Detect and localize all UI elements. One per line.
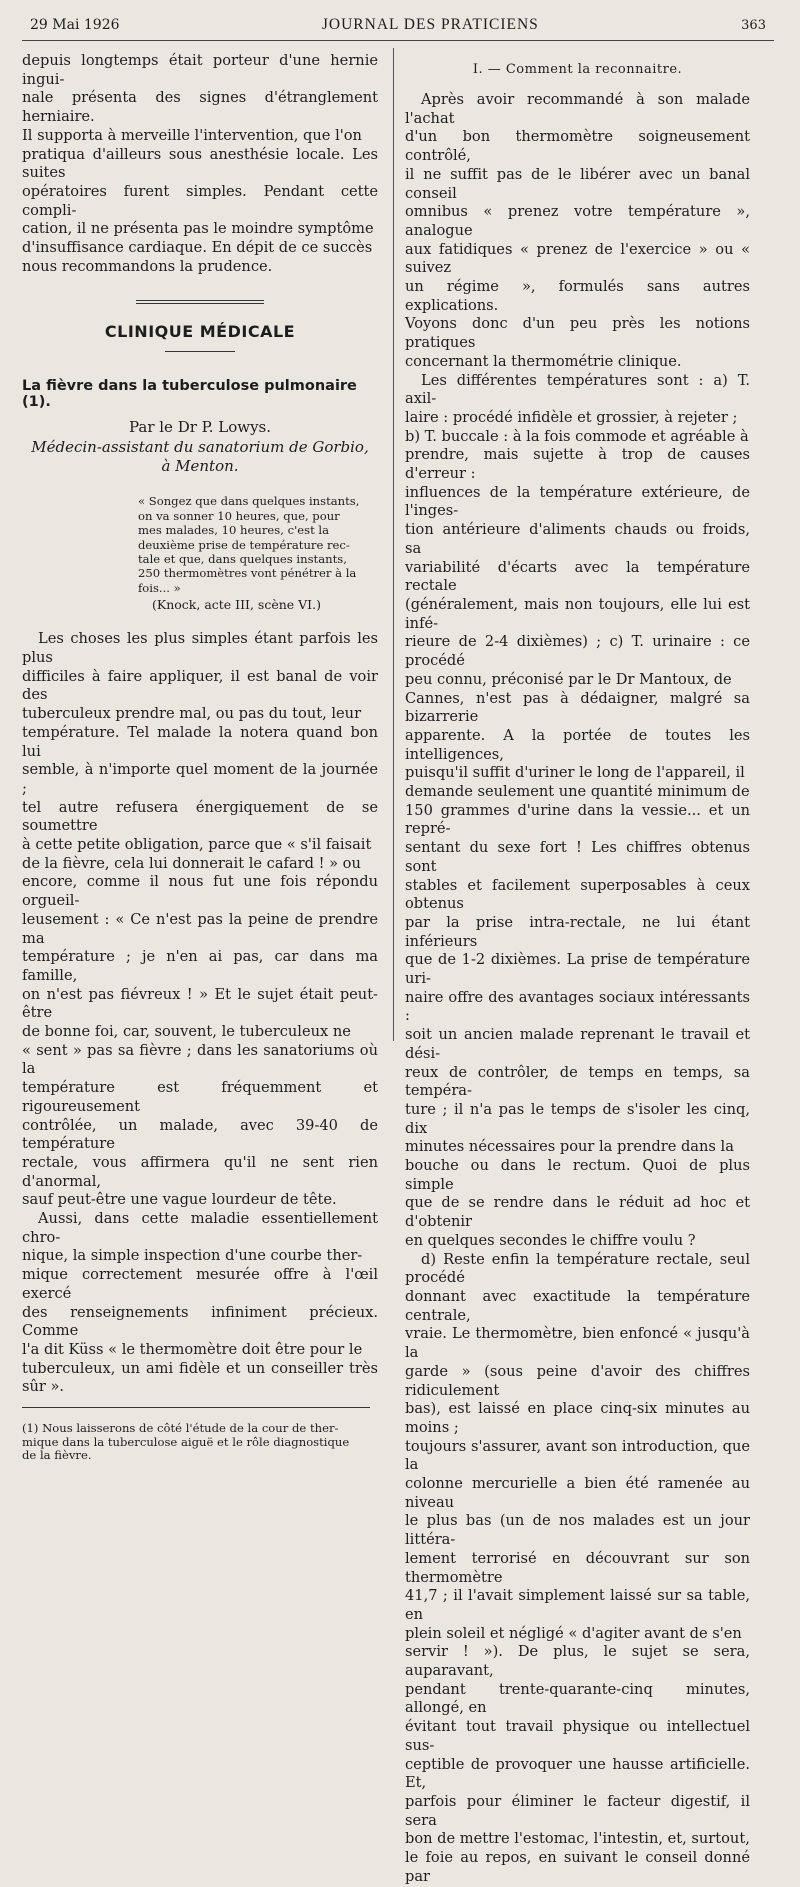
section-underline xyxy=(165,351,235,352)
text-line: des renseignements infiniment précieux. Comme xyxy=(22,1303,378,1340)
text-line: apparente. A la portée de toutes les intelligences, xyxy=(405,726,750,763)
text-line: température ; je n'en ai pas, car dans ma famille, xyxy=(22,948,378,984)
text-line: de la fièvre, cela lui donnerait le cafard ! » ou xyxy=(22,854,361,872)
text-line: mes malades, 10 heures, c'est la xyxy=(138,523,330,538)
text-line: (1) Nous laisserons de côté l'étude de la cour de ther- xyxy=(22,1421,339,1436)
text-line: ceptible de provoquer une hausse artificielle. Et, xyxy=(405,1755,750,1792)
text-line: concernant la thermométrie clinique. xyxy=(405,352,682,370)
text-line: nale présenta des signes d'étranglement herniaire. xyxy=(22,89,378,126)
text-line: parfois pour éliminer le facteur digestif, il sera xyxy=(405,1792,750,1829)
text-line: 250 thermomètres vont pénétrer à la xyxy=(138,566,357,581)
text-line: contrôlée, un malade, avec 39-40 de température xyxy=(22,1116,378,1153)
text-line: laire : procédé infidèle et grossier, à rejeter ; xyxy=(405,408,738,426)
text-line: rieure de 2-4 dixièmes) ; c) T. urinaire : ce procédé xyxy=(405,633,750,670)
intro-paragraph xyxy=(22,52,378,276)
right-column xyxy=(405,52,750,1887)
text-line: il ne suffit pas de le libérer avec un banal conseil xyxy=(405,165,750,202)
text-line: omnibus « prenez votre température », analogue xyxy=(405,203,750,239)
text-line: servir ! »). De plus, le sujet se sera, auparavant, xyxy=(405,1643,750,1680)
text-line: bas), est laissé en place cinq-six minutes au moins ; xyxy=(405,1400,750,1436)
text-line: d) Reste enfin la température rectale, seul procédé xyxy=(405,1250,750,1287)
text-line: opératoires furent simples. Pendant cette compli- xyxy=(22,182,378,219)
header-date: 29 Mai 1926 xyxy=(30,17,120,33)
text-line: tuberculeux, un ami fidèle et un conseiller très sûr ». xyxy=(22,1359,378,1396)
text-line: « Songez que dans quelques instants, xyxy=(138,494,360,509)
text-line: nous recommandons la prudence. xyxy=(22,257,273,275)
epigraph-quote xyxy=(138,494,378,595)
text-line: 41,7 ; il l'avait simplement laissé sur sa table, en xyxy=(405,1587,750,1623)
text-line: on va sonner 10 heures, que, pour xyxy=(138,508,340,523)
text-line: encore, comme il nous fut une fois répondu orgueil- xyxy=(22,873,378,910)
text-line: cation, il ne présenta pas le moindre symptôme xyxy=(22,220,374,238)
text-line: Il supporta à merveille l'intervention, que l'on xyxy=(22,126,362,144)
text-line: bon de mettre l'estomac, l'intestin, et, surtout, xyxy=(405,1830,750,1848)
text-line: le plus bas (un de nos malades est un jour littéra- xyxy=(405,1512,750,1549)
text-line: d'un bon thermomètre soigneusement contrôlé, xyxy=(405,128,750,165)
article-title: La fièvre dans la tuberculose pulmonaire (1). xyxy=(22,378,357,411)
text-line: plein soleil et négligé « d'agiter avant de s'en xyxy=(405,1624,742,1642)
text-line: température est fréquemment et rigoureusement xyxy=(22,1079,378,1115)
text-line: donnant avec exactitude la température centrale, xyxy=(405,1288,750,1324)
text-line: tale et que, dans quelques instants, xyxy=(138,552,347,567)
text-line: bouche ou dans le rectum. Quoi de plus simple xyxy=(405,1157,750,1193)
text-line: un régime », formulés sans autres explications. xyxy=(405,278,750,314)
section-double-rule xyxy=(136,300,264,304)
text-line: de bonne foi, car, souvent, le tuberculeux ne xyxy=(22,1023,351,1041)
text-line: soit un ancien malade reprenant le travail et dési- xyxy=(405,1026,750,1062)
text-line: semble, à n'importe quel moment de la journée ; xyxy=(22,761,378,797)
text-line: on n'est pas fiévreux ! » Et le sujet était peut-être xyxy=(22,985,378,1022)
affiliation-line: Médecin-assistant du sanatorium de Gorbio, xyxy=(31,438,369,457)
text-line: Voyons donc d'un peu près les notions pratiques xyxy=(405,315,750,352)
text-line: Les choses les plus simples étant parfois les plus xyxy=(22,630,378,666)
text-line: par la prise intra-rectale, ne lui étant inférieurs xyxy=(405,913,750,950)
text-line: Après avoir recommandé à son malade l'achat xyxy=(405,91,750,127)
body-paragraph xyxy=(405,91,750,372)
text-line: leusement : « Ce n'est pas la peine de prendre ma xyxy=(22,910,378,947)
body-paragraph xyxy=(405,372,750,1251)
text-line: pratiqua d'ailleurs sous anesthésie locale. Les suites xyxy=(22,145,378,182)
text-line: peu connu, préconisé par le Dr Mantoux, de xyxy=(405,670,732,688)
text-line: stables et facilement superposables à ceux obtenus xyxy=(405,876,750,913)
text-line: reux de contrôler, de temps en temps, sa tempéra- xyxy=(405,1063,750,1100)
text-line: influences de la température extérieure, de l'inges- xyxy=(405,483,750,520)
text-line: tion antérieure d'aliments chauds ou froids, sa xyxy=(405,521,750,557)
text-line: l'a dit Küss « le thermomètre doit être pour le xyxy=(22,1341,363,1358)
body-paragraph xyxy=(405,1251,750,1887)
text-line: variabilité d'écarts avec la température rectale xyxy=(405,558,750,595)
text-line: mique dans la tuberculose aiguë et le rôle diagnostique xyxy=(22,1434,350,1449)
text-line: demande seulement une quantité minimum de xyxy=(405,783,750,801)
page-number: 363 xyxy=(741,18,766,33)
text-line: lement terrorisé en découvrant sur son thermomètre xyxy=(405,1549,750,1586)
text-line: puisqu'il suffit d'uriner le long de l'appareil, il xyxy=(405,764,745,782)
text-line: à cette petite obligation, parce que « s'il faisait xyxy=(22,836,372,854)
journal-title: JOURNAL DES PRATICIENS xyxy=(321,16,539,33)
text-line: évitant tout travail physique ou intellectuel sus- xyxy=(405,1718,750,1754)
text-line: (généralement, mais non toujours, elle lui est infé- xyxy=(405,595,750,632)
text-line: que de 1-2 dixièmes. La prise de température uri- xyxy=(405,951,750,988)
running-header xyxy=(30,16,766,38)
column-divider xyxy=(393,48,394,1041)
text-line: deuxième prise de température rec- xyxy=(138,537,350,552)
section-heading: CLINIQUE MÉDICALE xyxy=(104,322,296,342)
text-line: le foie au repos, en suivant le conseil donné par xyxy=(405,1849,750,1885)
text-line: ture ; il n'a pas le temps de s'isoler les cinq, dix xyxy=(405,1100,750,1137)
subsection-heading: I. — Comment la reconnaitre. xyxy=(472,62,683,77)
text-line: colonne mercurielle a bien été ramenée au niveau xyxy=(405,1475,750,1511)
author-affiliation xyxy=(22,438,378,476)
author-line: Par le Dr P. Lowys. xyxy=(128,418,272,437)
text-line: 150 grammes d'urine dans la vessie... et un repré- xyxy=(405,801,750,838)
text-line: naire offre des avantages sociaux intéressants : xyxy=(405,988,750,1025)
header-rule xyxy=(22,40,774,41)
epigraph-source: (Knock, acte III, scène VI.) xyxy=(152,597,321,613)
text-line: tel autre refusera énergiquement de se soumettre xyxy=(22,798,378,835)
footnote xyxy=(22,1422,378,1463)
text-line: toujours s'assurer, avant son introduction, que la xyxy=(405,1437,750,1474)
text-line: sauf peut-être une vague lourdeur de tête. xyxy=(22,1191,337,1209)
text-line: pendant trente-quarante-cinq minutes, allongé, en xyxy=(405,1680,750,1717)
left-column xyxy=(22,52,378,1463)
text-line: en quelques secondes le chiffre voulu ? xyxy=(405,1231,696,1249)
text-line: garde » (sous peine d'avoir des chiffres ridiculement xyxy=(405,1362,750,1399)
text-line: sentant du sexe fort ! Les chiffres obtenus sont xyxy=(405,839,750,875)
text-line: depuis longtemps était porteur d'une hernie ingui- xyxy=(22,52,378,88)
text-line: minutes nécessaires pour la prendre dans la xyxy=(405,1138,734,1156)
text-line: température. Tel malade la notera quand bon lui xyxy=(22,723,378,760)
text-line: fois... » xyxy=(138,580,181,595)
text-line: d'insuffisance cardiaque. En dépit de ce succès xyxy=(22,239,373,257)
text-line: nique, la simple inspection d'une courbe ther- xyxy=(22,1247,363,1265)
text-line: Les différentes températures sont : a) T. axil- xyxy=(405,371,750,408)
text-line: Aussi, dans cette maladie essentiellement chro- xyxy=(22,1210,378,1246)
text-line: rectale, vous affirmera qu'il ne sent rien d'anormal, xyxy=(22,1153,378,1190)
text-line: Cannes, n'est pas à dédaigner, malgré sa bizarrerie xyxy=(405,689,750,726)
affiliation-line: à Menton. xyxy=(161,457,239,476)
text-line: « sent » pas sa fièvre ; dans les sanatoriums où la xyxy=(22,1041,378,1078)
body-paragraph xyxy=(22,1210,378,1397)
text-line: b) T. buccale : à la fois commode et agréable à xyxy=(405,427,749,445)
footnote-rule xyxy=(22,1407,370,1408)
text-line: difficiles à faire appliquer, il est banal de voir des xyxy=(22,667,378,704)
text-line: que de se rendre dans le réduit ad hoc et d'obtenir xyxy=(405,1194,750,1231)
body-paragraph xyxy=(22,630,378,1210)
text-line: aux fatidiques « prenez de l'exercice » ou « suivez xyxy=(405,240,750,277)
text-line: tuberculeux prendre mal, ou pas du tout, leur xyxy=(22,705,362,723)
text-line: prendre, mais sujette à trop de causes d'erreur : xyxy=(405,446,750,483)
text-line: mique correctement mesurée offre à l'œil exercé xyxy=(22,1266,378,1302)
text-line: vraie. Le thermomètre, bien enfoncé « jusqu'à la xyxy=(405,1325,750,1362)
text-line: de la fièvre. xyxy=(22,1448,92,1463)
